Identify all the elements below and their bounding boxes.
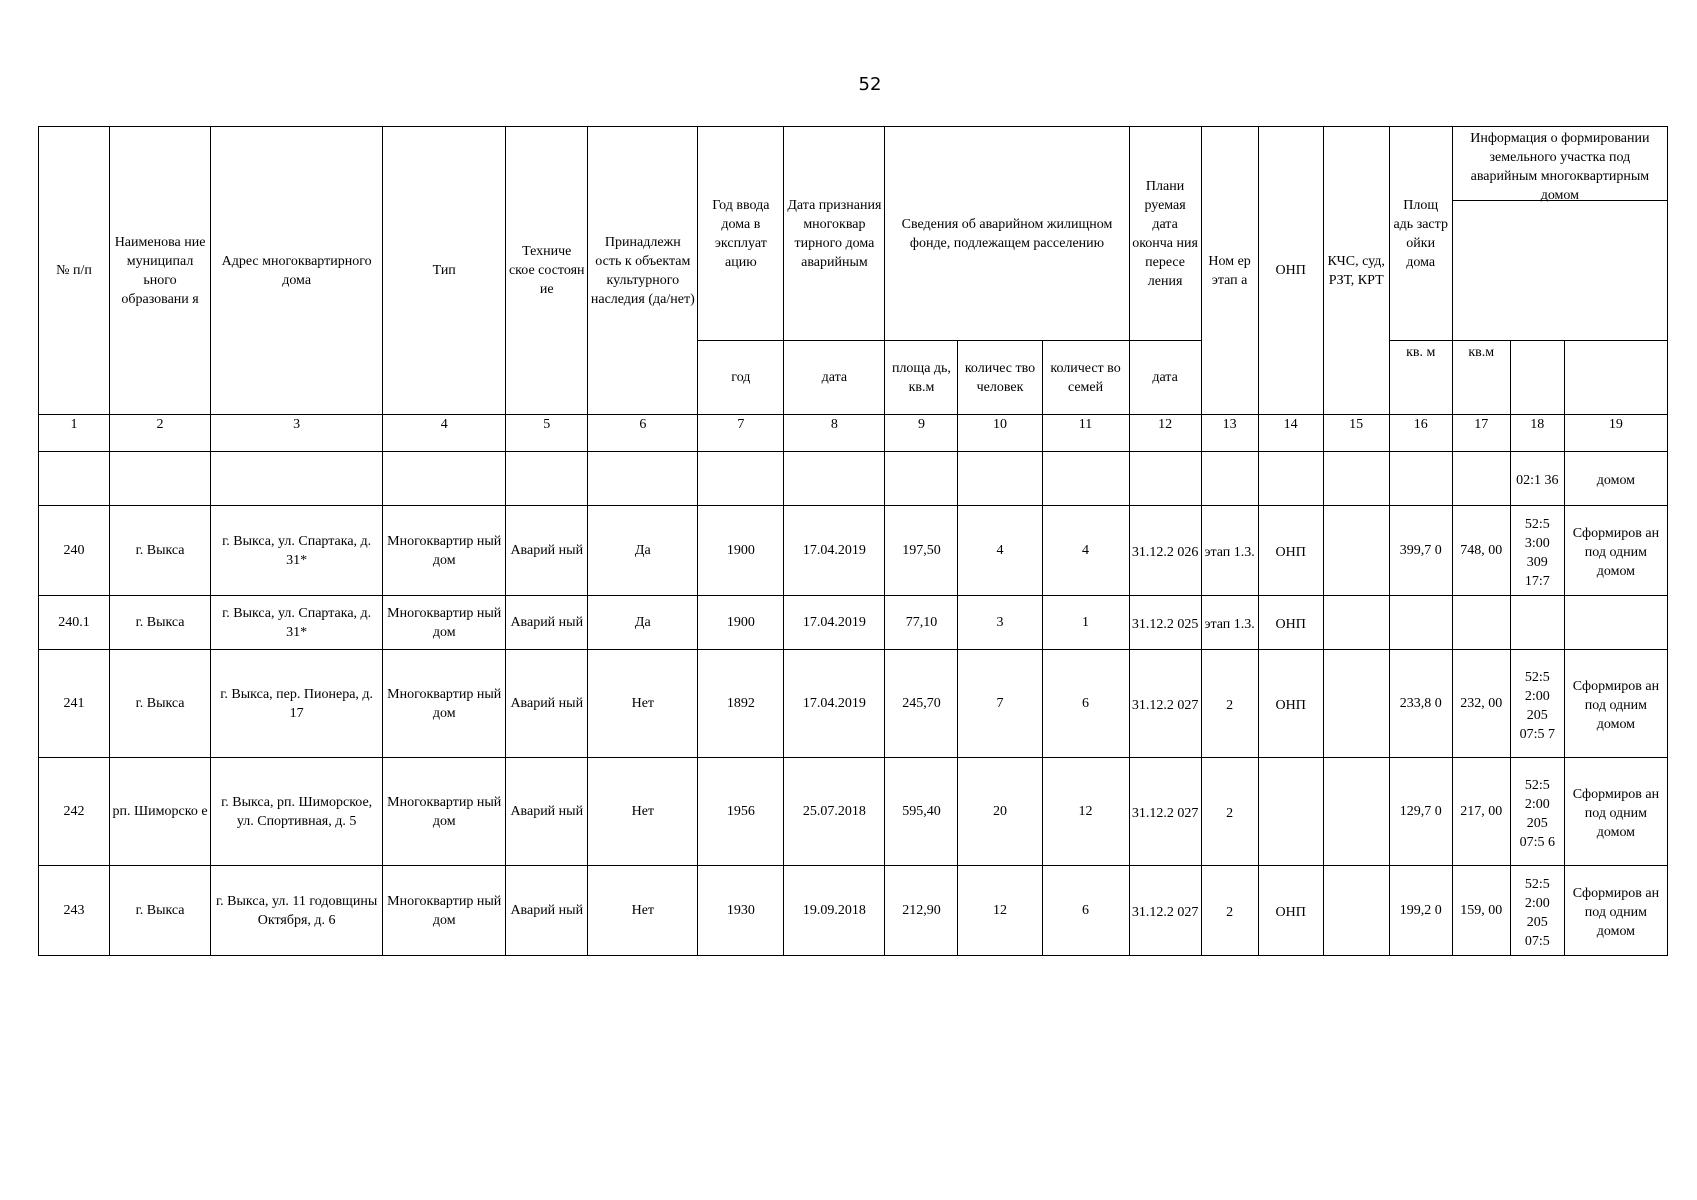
col-num: 12 bbox=[1129, 415, 1201, 452]
subheader-families: количест во семей bbox=[1042, 341, 1129, 415]
col-num: 10 bbox=[958, 415, 1042, 452]
col-num: 13 bbox=[1201, 415, 1258, 452]
cell-cadastral: 52:5 3:00 309 17:7 bbox=[1510, 506, 1564, 596]
col-num: 6 bbox=[588, 415, 698, 452]
col-num: 2 bbox=[110, 415, 211, 452]
cell-plot-characteristic: домом bbox=[1564, 452, 1667, 506]
cell-date: 17.04.2019 bbox=[784, 506, 885, 596]
cell-plot-characteristic: Сформиров ан под одним домом bbox=[1564, 758, 1667, 866]
cell-onp: ОНП bbox=[1258, 866, 1323, 956]
header-address: Адрес многоквартирного дома bbox=[211, 127, 383, 415]
cell-state: Аварий ный bbox=[506, 758, 588, 866]
cell-planned-date: 31.12.2 026 bbox=[1129, 506, 1201, 596]
cell-type bbox=[383, 452, 506, 506]
cell-year: 1892 bbox=[698, 650, 784, 758]
table-row bbox=[39, 596, 1668, 650]
cell-building-area: 129,7 0 bbox=[1389, 758, 1452, 866]
cell-area: 595,40 bbox=[885, 758, 958, 866]
col-num: 14 bbox=[1258, 415, 1323, 452]
cell-heritage: Нет bbox=[588, 758, 698, 866]
header-municipality: Наименова ние муниципал ьного образовани я bbox=[110, 127, 211, 415]
table-row bbox=[39, 866, 1668, 956]
cell-municipality: г. Выкса bbox=[110, 650, 211, 758]
col-num: 8 bbox=[784, 415, 885, 452]
header-technical-state: Техниче ское состоян ие bbox=[506, 127, 588, 415]
cell-families: 12 bbox=[1042, 758, 1129, 866]
cell-number: 240.1 bbox=[39, 596, 110, 650]
cell-heritage: Да bbox=[588, 596, 698, 650]
cell-address: г. Выкса, рп. Шиморское, ул. Спортивная, д. 5 bbox=[211, 758, 383, 866]
cell-year: 1956 bbox=[698, 758, 784, 866]
subheader-people: количес тво человек bbox=[958, 341, 1042, 415]
col-num: 9 bbox=[885, 415, 958, 452]
cell-people: 7 bbox=[958, 650, 1042, 758]
cell-state: Аварий ный bbox=[506, 866, 588, 956]
cell-building-area bbox=[1389, 452, 1452, 506]
col-num: 18 bbox=[1510, 415, 1564, 452]
col-num: 16 bbox=[1389, 415, 1452, 452]
cell-area: 245,70 bbox=[885, 650, 958, 758]
cell-number: 242 bbox=[39, 758, 110, 866]
cell-type: Многоквартир ный дом bbox=[383, 596, 506, 650]
cell-kchs bbox=[1323, 650, 1389, 758]
cell-number: 240 bbox=[39, 506, 110, 596]
cell-municipality: г. Выкса bbox=[110, 596, 211, 650]
cell-plot-characteristic: Сформиров ан под одним домом bbox=[1564, 506, 1667, 596]
header-emergency-fund: Сведения об аварийном жилищном фонде, подлежащем расселению bbox=[885, 127, 1129, 341]
cell-building-area bbox=[1389, 596, 1452, 650]
cell-heritage: Нет bbox=[588, 866, 698, 956]
table-body bbox=[39, 452, 1668, 956]
cell-area bbox=[885, 452, 958, 506]
cell-people: 4 bbox=[958, 506, 1042, 596]
cell-type: Многоквартир ный дом bbox=[383, 758, 506, 866]
cell-plot-characteristic: Сформиров ан под одним домом bbox=[1564, 650, 1667, 758]
cell-number: 243 bbox=[39, 866, 110, 956]
cell-onp: ОНП bbox=[1258, 650, 1323, 758]
header-stage: Ном ер этап а bbox=[1201, 127, 1258, 415]
cell-stage: этап 1.3. bbox=[1201, 506, 1258, 596]
cell-kchs bbox=[1323, 596, 1389, 650]
subheader-building-area-unit: кв. м bbox=[1389, 341, 1452, 415]
cell-onp bbox=[1258, 452, 1323, 506]
cell-onp: ОНП bbox=[1258, 506, 1323, 596]
header-planned-date: Плани руемая дата оконча ния пересе ления bbox=[1129, 127, 1201, 341]
cell-cadastral: 02:1 36 bbox=[1510, 452, 1564, 506]
cell-planned-date: 31.12.2 025 bbox=[1129, 596, 1201, 650]
subheader-date: дата bbox=[784, 341, 885, 415]
cell-planned-date: 31.12.2 027 bbox=[1129, 866, 1201, 956]
cell-planned-date bbox=[1129, 452, 1201, 506]
table-row bbox=[39, 452, 1668, 506]
cell-year bbox=[698, 452, 784, 506]
cell-number bbox=[39, 452, 110, 506]
cell-state bbox=[506, 452, 588, 506]
cell-people: 20 bbox=[958, 758, 1042, 866]
subheader-planned-date: дата bbox=[1129, 341, 1201, 415]
cell-municipality: г. Выкса bbox=[110, 866, 211, 956]
cell-plot-characteristic: Сформиров ан под одним домом bbox=[1564, 866, 1667, 956]
header-land-plot-info: Информация о формировании земельного участка под аварийным многоквартирным домом bbox=[1453, 127, 1667, 201]
cell-year: 1900 bbox=[698, 506, 784, 596]
header-number: № п/п bbox=[39, 127, 110, 415]
cell-municipality: г. Выкса bbox=[110, 506, 211, 596]
housing-register-table bbox=[38, 126, 1668, 956]
subheader-empty-19 bbox=[1564, 341, 1667, 415]
col-num: 15 bbox=[1323, 415, 1389, 452]
page-number: 52 bbox=[858, 74, 882, 95]
cell-type: Многоквартир ный дом bbox=[383, 506, 506, 596]
cell-plot-area bbox=[1452, 596, 1510, 650]
cell-state: Аварий ный bbox=[506, 596, 588, 650]
cell-type: Многоквартир ный дом bbox=[383, 650, 506, 758]
cell-number: 241 bbox=[39, 650, 110, 758]
cell-municipality bbox=[110, 452, 211, 506]
cell-kchs bbox=[1323, 452, 1389, 506]
cell-area: 197,50 bbox=[885, 506, 958, 596]
header-heritage: Принадлежн ость к объектам культурного наследия (да/нет) bbox=[588, 127, 698, 415]
header-building-area: Площ адь застр ойки дома bbox=[1389, 127, 1452, 341]
cell-people bbox=[958, 452, 1042, 506]
cell-address: г. Выкса, ул. Спартака, д. 31* bbox=[211, 506, 383, 596]
cell-state: Аварий ный bbox=[506, 650, 588, 758]
col-num: 17 bbox=[1452, 415, 1510, 452]
cell-people: 12 bbox=[958, 866, 1042, 956]
cell-year: 1900 bbox=[698, 596, 784, 650]
cell-date: 19.09.2018 bbox=[784, 866, 885, 956]
col-num: 7 bbox=[698, 415, 784, 452]
col-num: 11 bbox=[1042, 415, 1129, 452]
cell-families: 4 bbox=[1042, 506, 1129, 596]
cell-stage: 2 bbox=[1201, 650, 1258, 758]
header-land-plot-group bbox=[1452, 127, 1667, 341]
cell-stage bbox=[1201, 452, 1258, 506]
cell-plot-area: 217, 00 bbox=[1452, 758, 1510, 866]
cell-address: г. Выкса, ул. 11 годовщины Октября, д. 6 bbox=[211, 866, 383, 956]
cell-building-area: 233,8 0 bbox=[1389, 650, 1452, 758]
cell-stage: 2 bbox=[1201, 866, 1258, 956]
subheader-empty-18 bbox=[1510, 341, 1564, 415]
table-row bbox=[39, 506, 1668, 596]
cell-families: 6 bbox=[1042, 866, 1129, 956]
cell-cadastral: 52:5 2:00 205 07:5 7 bbox=[1510, 650, 1564, 758]
cell-year: 1930 bbox=[698, 866, 784, 956]
cell-address bbox=[211, 452, 383, 506]
cell-onp: ОНП bbox=[1258, 596, 1323, 650]
cell-kchs bbox=[1323, 758, 1389, 866]
cell-stage: этап 1.3. bbox=[1201, 596, 1258, 650]
col-num: 5 bbox=[506, 415, 588, 452]
col-num: 19 bbox=[1564, 415, 1667, 452]
cell-heritage: Да bbox=[588, 506, 698, 596]
cell-kchs bbox=[1323, 506, 1389, 596]
subheader-year: год bbox=[698, 341, 784, 415]
header-kchs: КЧС, суд, РЗТ, КРТ bbox=[1323, 127, 1389, 415]
cell-address: г. Выкса, пер. Пионера, д. 17 bbox=[211, 650, 383, 758]
cell-area: 77,10 bbox=[885, 596, 958, 650]
cell-heritage: Нет bbox=[588, 650, 698, 758]
cell-plot-area bbox=[1452, 452, 1510, 506]
cell-municipality: рп. Шиморско е bbox=[110, 758, 211, 866]
subheader-plot-area-unit: кв.м bbox=[1452, 341, 1510, 415]
cell-planned-date: 31.12.2 027 bbox=[1129, 650, 1201, 758]
cell-onp bbox=[1258, 758, 1323, 866]
cell-planned-date: 31.12.2 027 bbox=[1129, 758, 1201, 866]
cell-families: 1 bbox=[1042, 596, 1129, 650]
cell-area: 212,90 bbox=[885, 866, 958, 956]
cell-plot-area: 748, 00 bbox=[1452, 506, 1510, 596]
header-recognition-date: Дата признания многоквар тирного дома аварийным bbox=[784, 127, 885, 341]
cell-cadastral: 52:5 2:00 205 07:5 6 bbox=[1510, 758, 1564, 866]
cell-address: г. Выкса, ул. Спартака, д. 31* bbox=[211, 596, 383, 650]
table-row bbox=[39, 650, 1668, 758]
header-onp: ОНП bbox=[1258, 127, 1323, 415]
cell-cadastral: 52:5 2:00 205 07:5 bbox=[1510, 866, 1564, 956]
cell-building-area: 399,7 0 bbox=[1389, 506, 1452, 596]
cell-families bbox=[1042, 452, 1129, 506]
cell-cadastral bbox=[1510, 596, 1564, 650]
column-number-row bbox=[39, 415, 1668, 452]
cell-plot-area: 232, 00 bbox=[1452, 650, 1510, 758]
cell-people: 3 bbox=[958, 596, 1042, 650]
table-header bbox=[39, 127, 1668, 452]
cell-date: 17.04.2019 bbox=[784, 650, 885, 758]
cell-date: 17.04.2019 bbox=[784, 596, 885, 650]
cell-date bbox=[784, 452, 885, 506]
col-num: 1 bbox=[39, 415, 110, 452]
header-commissioning-year: Год ввода дома в эксплуат ацию bbox=[698, 127, 784, 341]
cell-building-area: 199,2 0 bbox=[1389, 866, 1452, 956]
subheader-area: площа дь, кв.м bbox=[885, 341, 958, 415]
cell-date: 25.07.2018 bbox=[784, 758, 885, 866]
cell-heritage bbox=[588, 452, 698, 506]
table-row bbox=[39, 758, 1668, 866]
cell-state: Аварий ный bbox=[506, 506, 588, 596]
cell-families: 6 bbox=[1042, 650, 1129, 758]
cell-kchs bbox=[1323, 866, 1389, 956]
header-type: Тип bbox=[383, 127, 506, 415]
col-num: 3 bbox=[211, 415, 383, 452]
cell-plot-area: 159, 00 bbox=[1452, 866, 1510, 956]
cell-plot-characteristic bbox=[1564, 596, 1667, 650]
col-num: 4 bbox=[383, 415, 506, 452]
cell-stage: 2 bbox=[1201, 758, 1258, 866]
cell-type: Многоквартир ный дом bbox=[383, 866, 506, 956]
